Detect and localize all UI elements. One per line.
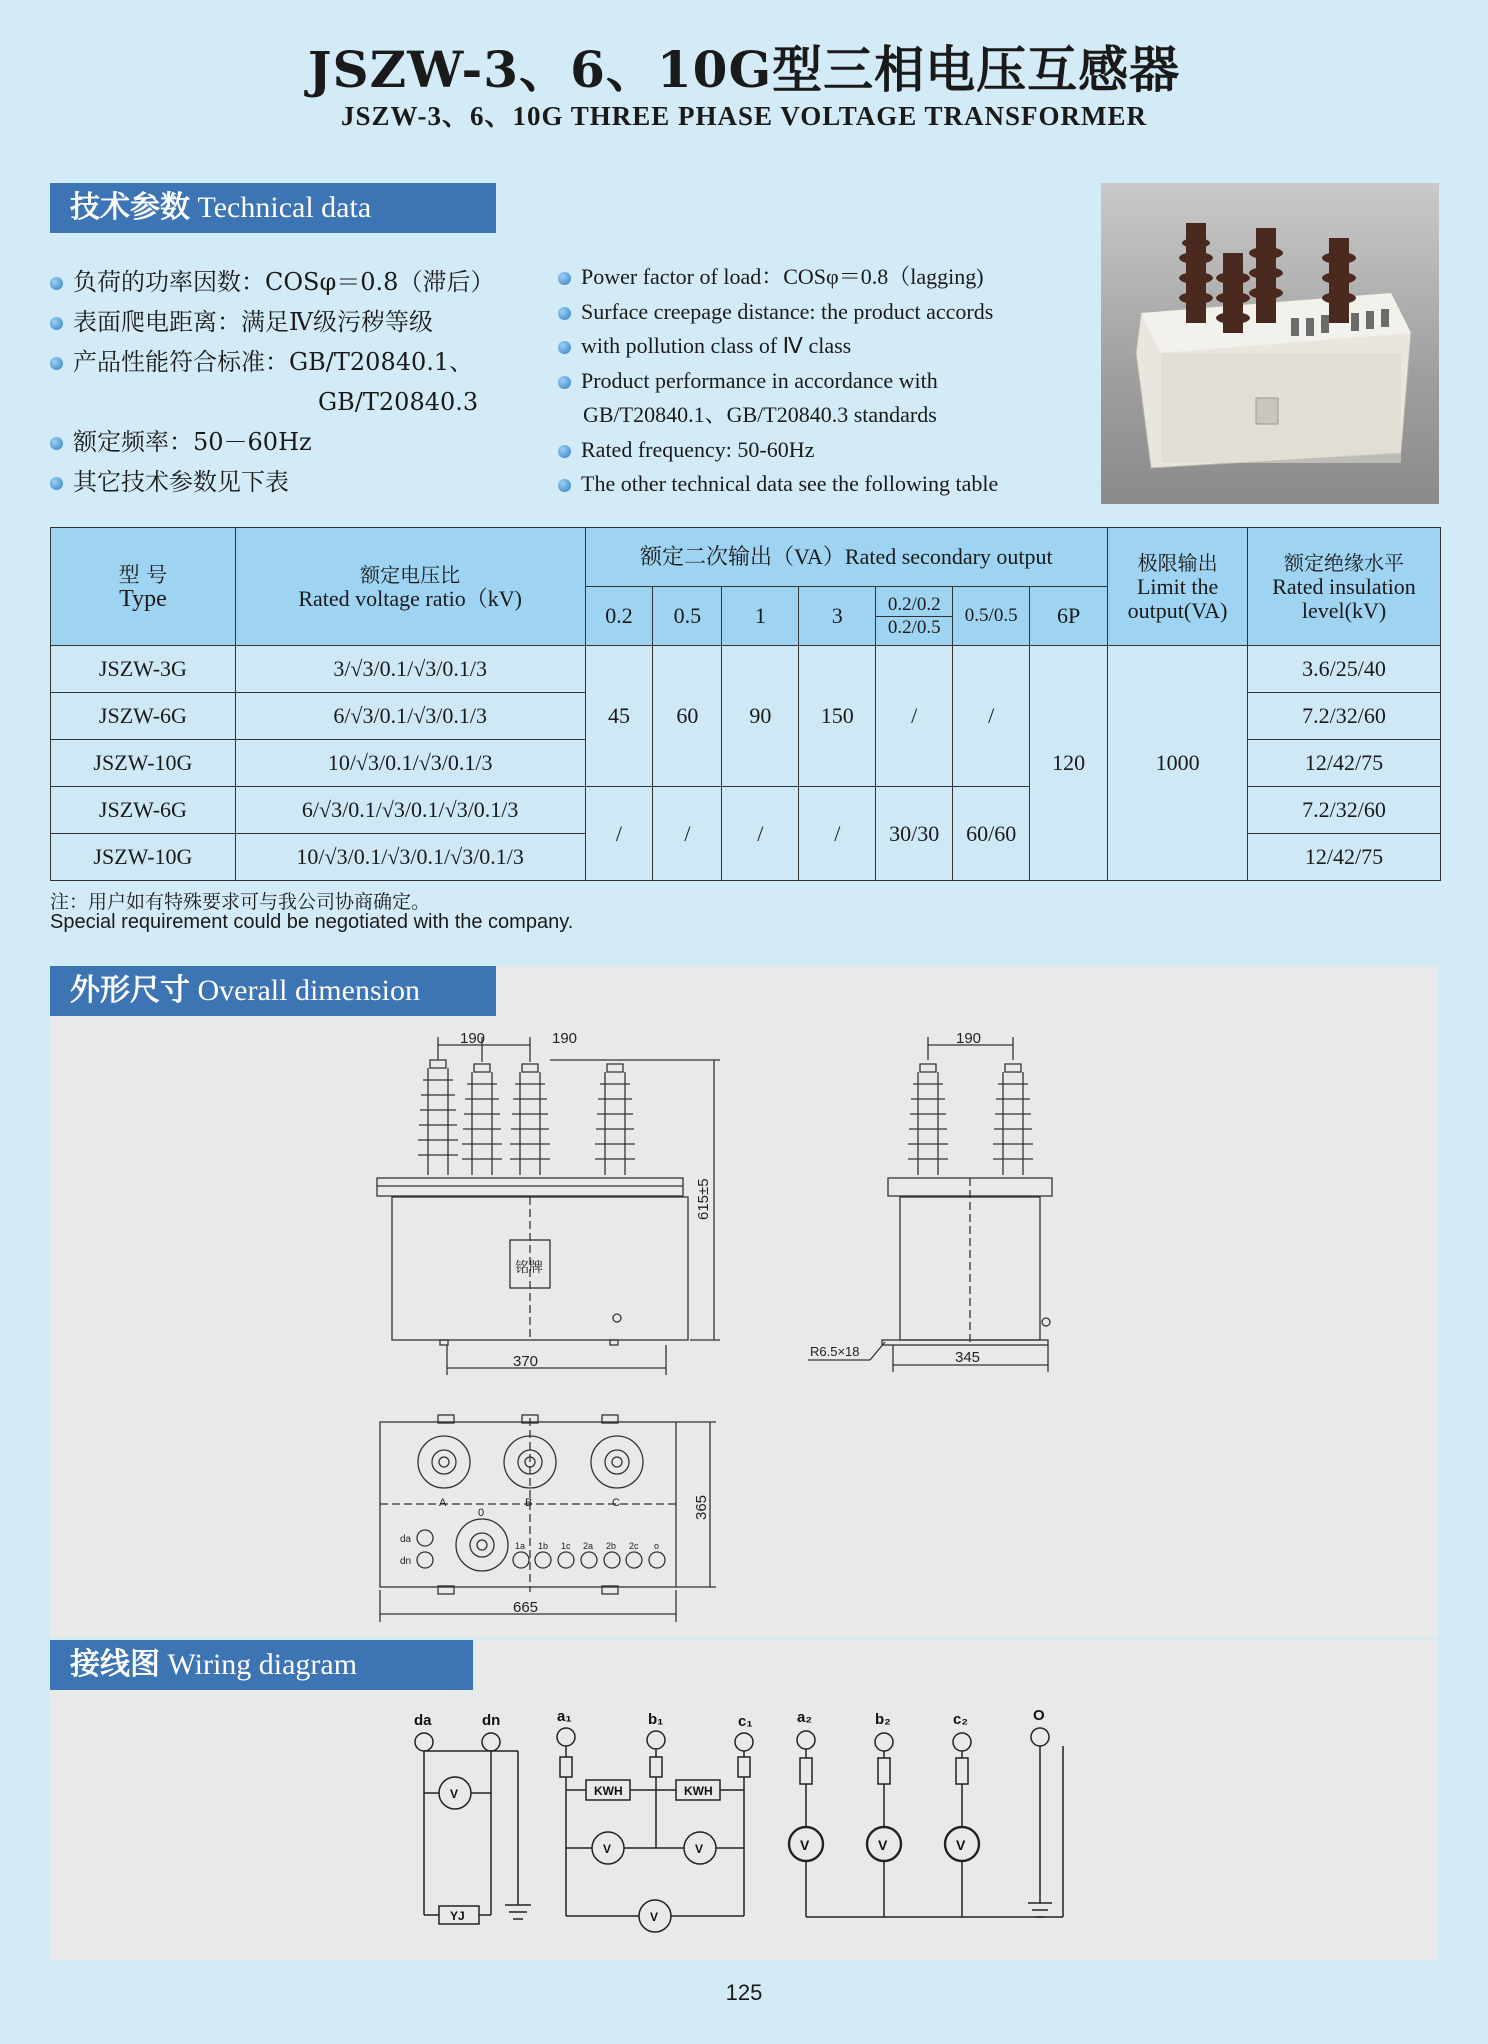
cell-ratio: 3/√3/0.1/√3/0.1/3 [235, 646, 585, 693]
label-a2: a₂ [797, 1709, 813, 1726]
cell-insulation: 3.6/25/40 [1248, 646, 1441, 693]
dim-r65: R6.5×18 [810, 1344, 860, 1359]
dim-615: 615±5 [695, 1178, 712, 1220]
voltmeter-icon: V [800, 1837, 810, 1853]
cell-6p: 120 [1030, 646, 1108, 881]
phase-0: 0 [478, 1507, 485, 1519]
col-limit-cn: 极限输出 [1137, 550, 1218, 575]
bullet-cn-item: 产品性能符合标准：GB/T20840.1、 [50, 342, 494, 382]
cell-type: JSZW-3G [51, 646, 236, 693]
sub-dual: 0.2/0.2 0.2/0.5 [876, 587, 953, 646]
label-c1: c₁ [738, 1713, 753, 1730]
cell-type: JSZW-6G [51, 693, 236, 740]
terminal: o [654, 1541, 660, 1551]
bullet-cn-item-cont: GB/T20840.3 [318, 388, 479, 416]
section-technical-cn: 技术参数 [70, 190, 190, 225]
label-da: da [414, 1712, 432, 1729]
dim-345: 345 [955, 1349, 981, 1366]
voltmeter-icon: V [450, 1787, 459, 1801]
terminal: 2c [629, 1541, 639, 1551]
label-dn: dn [482, 1712, 501, 1729]
sub-0-5: 0.5 [653, 587, 722, 646]
cell-ratio: 6/√3/0.1/√3/0.1/3 [235, 693, 585, 740]
phase-a: A [439, 1497, 447, 1509]
bullet-en-item: Product performance in accordance with [558, 364, 998, 399]
voltmeter-icon: V [878, 1837, 888, 1853]
cell-type: JSZW-10G [51, 834, 236, 881]
cell-output: / [876, 646, 953, 787]
cell-output: / [953, 646, 1030, 787]
section-wiring-cn: 接线图 [70, 1647, 160, 1682]
sub-6p: 6P [1030, 587, 1108, 646]
dim-190-b: 190 [552, 1030, 578, 1047]
col-ratio-en: Rated voltage ratio（kV) [298, 585, 522, 611]
col-type-cn: 型 号 [118, 562, 168, 587]
cell-output: 45 [585, 646, 653, 787]
page-subtitle: JSZW-3、6、10G THREE PHASE VOLTAGE TRANSFORMER [340, 101, 1148, 131]
bullet-en-item: Power factor of load：COSφ＝0.8（lagging) [558, 260, 998, 295]
cell-type: JSZW-6G [51, 787, 236, 834]
cell-ratio: 6/√3/0.1/√3/0.1/√3/0.1/3 [235, 787, 585, 834]
kwh-2: KWH [684, 1784, 713, 1798]
dim-370: 370 [513, 1353, 539, 1370]
label-b2: b₂ [875, 1711, 891, 1728]
bullet-cn-item: 负荷的功率因数：COSφ＝0.8（滞后） [50, 262, 494, 302]
section-dimension-cn: 外形尺寸 [70, 973, 190, 1008]
bullet-en-item: Surface creepage distance: the product accords [558, 295, 998, 330]
cell-insulation: 7.2/32/60 [1248, 693, 1441, 740]
sub-0-5-0-5: 0.5/0.5 [953, 587, 1030, 646]
voltmeter-icon: V [956, 1837, 966, 1853]
terminal: 1c [561, 1541, 571, 1551]
col-limit-en2: output(VA) [1127, 597, 1228, 623]
phase-c: C [612, 1497, 620, 1509]
label-yj: YJ [450, 1909, 465, 1923]
label-o: O [1033, 1707, 1045, 1724]
terminal: 1b [538, 1541, 549, 1551]
voltmeter-icon: V [650, 1910, 659, 1924]
cell-insulation: 12/42/75 [1248, 740, 1441, 787]
cell-type: JSZW-10G [51, 740, 236, 787]
cell-output: 60 [653, 646, 722, 787]
terminal: 2a [583, 1541, 594, 1551]
dim-365: 365 [693, 1494, 710, 1520]
bullet-en-item: with pollution class of Ⅳ class [558, 329, 998, 364]
nameplate-label: 铭牌 [515, 1259, 543, 1275]
terminal: 2b [606, 1541, 617, 1551]
cell-insulation: 7.2/32/60 [1248, 787, 1441, 834]
cell-output: / [585, 787, 653, 881]
voltmeter-icon: V [603, 1842, 612, 1856]
section-technical-en: Technical data [197, 191, 372, 224]
cell-output: 90 [722, 646, 799, 787]
bullet-cn-item: 其它技术参数见下表 [50, 462, 494, 502]
note-cn: 注：用户如有特殊要求可与我公司协商确定。 [50, 891, 431, 913]
col-ratio-cn: 额定电压比 [360, 562, 461, 587]
cell-output: / [722, 787, 799, 881]
kwh-1: KWH [594, 1784, 623, 1798]
page-title: JSZW-3、6、10G型三相电压互感器 [307, 40, 1181, 99]
col-ins-en2: level(kV) [1301, 597, 1387, 623]
label-c2: c₂ [953, 1711, 969, 1728]
col-type-en: Type [119, 585, 167, 612]
cell-output: 60/60 [953, 787, 1030, 881]
voltmeter-icon: V [695, 1842, 704, 1856]
note-en: Special requirement could be negotiated with the company. [50, 911, 574, 933]
col-ins-cn: 额定绝缘水平 [1284, 550, 1405, 575]
col-output: 额定二次输出（VA）Rated secondary output [585, 528, 1108, 587]
cell-limit: 1000 [1108, 646, 1248, 881]
label-b1: b₁ [648, 1711, 664, 1728]
cell-output: / [653, 787, 722, 881]
cell-ratio: 10/√3/0.1/√3/0.1/3 [235, 740, 585, 787]
dim-190-a: 190 [460, 1030, 486, 1047]
terminal: 1a [515, 1541, 526, 1551]
cell-output: 30/30 [876, 787, 953, 881]
sub-1: 1 [722, 587, 799, 646]
phase-b: B [525, 1497, 533, 1509]
section-dimension-en: Overall dimension [197, 974, 420, 1007]
col-ins-en1: Rated insulation [1272, 573, 1416, 599]
terminal-dn: dn [400, 1556, 412, 1567]
bullet-en-item: Rated frequency: 50-60Hz [558, 433, 998, 468]
dim-190-c: 190 [956, 1030, 982, 1047]
sub-0-2: 0.2 [585, 587, 653, 646]
dim-665: 665 [513, 1599, 539, 1616]
bullet-cn-item: 额定频率：50－60Hz [50, 422, 494, 462]
terminal-da: da [400, 1534, 412, 1545]
col-limit-en1: Limit the [1136, 573, 1219, 599]
bullet-en-item: The other technical data see the following table [558, 467, 998, 502]
cell-output: 150 [799, 646, 876, 787]
cell-insulation: 12/42/75 [1248, 834, 1441, 881]
section-wiring-en: Wiring diagram [167, 1648, 358, 1681]
bullet-cn-item: 表面爬电距离：满足Ⅳ级污秽等级 [50, 302, 494, 342]
cell-ratio: 10/√3/0.1/√3/0.1/√3/0.1/3 [235, 834, 585, 881]
label-a1: a₁ [557, 1708, 572, 1725]
page-number: 125 [725, 1980, 763, 2005]
bullet-en-item-cont: GB/T20840.1、GB/T20840.3 standards [583, 402, 937, 427]
cell-output: / [799, 787, 876, 881]
sub-3: 3 [799, 587, 876, 646]
